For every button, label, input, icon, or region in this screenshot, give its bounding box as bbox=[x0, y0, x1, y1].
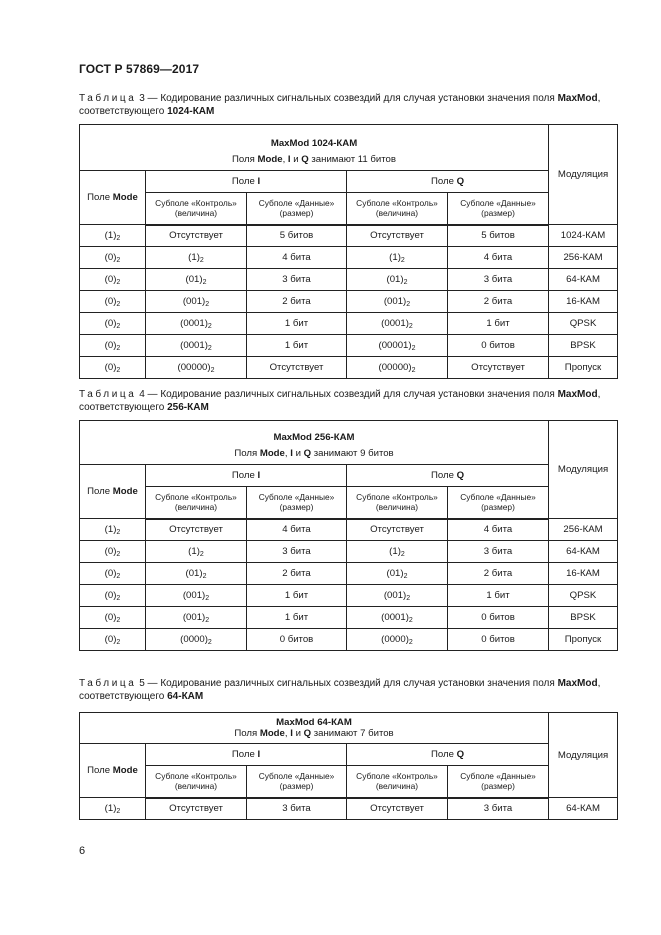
table-cell: 16-КАМ bbox=[549, 291, 618, 313]
fields-note: Поля Mode, I и Q занимают 11 битов bbox=[80, 149, 549, 171]
table-cell: QPSK bbox=[549, 585, 618, 607]
table-cell: 2 бита bbox=[448, 291, 549, 313]
table-4 bbox=[79, 420, 618, 651]
table-row bbox=[80, 247, 618, 269]
table-cell: 4 бита bbox=[247, 247, 347, 269]
table-cell: $(01)_2$ bbox=[347, 269, 448, 291]
table-title: MaxMod 64-КАМ Поля Mode, I и Q занимают 7 битов bbox=[80, 713, 549, 744]
table-label: Таблица bbox=[79, 93, 137, 104]
table-row bbox=[80, 541, 618, 563]
modulation-header: Модуляция bbox=[549, 421, 618, 519]
table-row bbox=[80, 629, 618, 651]
table-cell: $(1)_2$ bbox=[347, 541, 448, 563]
table-cell: $(0)_2$ bbox=[80, 629, 146, 651]
table-cell: 2 бита bbox=[448, 563, 549, 585]
table-cell: 0 битов bbox=[448, 629, 549, 651]
sub-data-header: Субполе «Данные» (размер) bbox=[448, 487, 549, 519]
table-cell: $(0001)_2$ bbox=[347, 607, 448, 629]
table-cell: $(0)_2$ bbox=[80, 269, 146, 291]
fields-note: Поля Mode, I и Q занимают 7 битов bbox=[234, 728, 394, 739]
table-cell: 256-КАМ bbox=[549, 247, 618, 269]
table-cell: Отсутствует bbox=[347, 519, 448, 541]
table-cell: Отсутствует bbox=[347, 225, 448, 247]
table-cell: 2 бита bbox=[247, 291, 347, 313]
table-cell: 64-КАМ bbox=[549, 798, 618, 820]
table-cell: Отсутствует bbox=[347, 798, 448, 820]
table-cell: Отсутствует bbox=[247, 357, 347, 379]
page-number: 6 bbox=[79, 845, 86, 857]
table-cell: $(0)_2$ bbox=[80, 607, 146, 629]
table-cell: $(0000)_2$ bbox=[146, 629, 247, 651]
sub-data-header: Субполе «Данные» (размер) bbox=[448, 766, 549, 798]
table-cell: 3 бита bbox=[448, 269, 549, 291]
table-cell: $(1)_2$ bbox=[347, 247, 448, 269]
table-cell: $(001)_2$ bbox=[146, 585, 247, 607]
table-number: 4 bbox=[139, 389, 145, 400]
table-cell: 1 бит bbox=[448, 313, 549, 335]
table-cell: 1 бит bbox=[247, 335, 347, 357]
table-cell: 256-КАМ bbox=[549, 519, 618, 541]
table-cell: 3 бита bbox=[247, 798, 347, 820]
field-q-header: Поле Q bbox=[347, 744, 549, 766]
table-cell: $(0001)_2$ bbox=[146, 335, 247, 357]
modulation-header: Модуляция bbox=[549, 125, 618, 225]
sub-control-header: Субполе «Контроль» (величина) bbox=[146, 487, 247, 519]
table-cell: $(001)_2$ bbox=[347, 291, 448, 313]
table-number: 3 bbox=[139, 93, 145, 104]
table-row bbox=[80, 563, 618, 585]
table-cell: 1 бит bbox=[247, 313, 347, 335]
table-cell: Отсутствует bbox=[448, 357, 549, 379]
table-row bbox=[80, 291, 618, 313]
table-cell: $(00000)_2$ bbox=[146, 357, 247, 379]
field-i-header: Поле I bbox=[146, 465, 347, 487]
table-cell: $(001)_2$ bbox=[146, 607, 247, 629]
table-cell: $(1)_2$ bbox=[80, 225, 146, 247]
mode-field-header: Поле Mode bbox=[80, 744, 146, 798]
table-cell: 0 битов bbox=[448, 335, 549, 357]
table-title: MaxMod 1024-КАМ bbox=[80, 125, 549, 149]
table-cell: $(0)_2$ bbox=[80, 563, 146, 585]
sub-data-header: Субполе «Данные» (размер) bbox=[448, 193, 549, 225]
sub-data-header: Субполе «Данные» (размер) bbox=[247, 487, 347, 519]
table-cell: QPSK bbox=[549, 313, 618, 335]
table-cell: $(0)_2$ bbox=[80, 357, 146, 379]
table-cell: 3 бита bbox=[448, 798, 549, 820]
table-cell: Отсутствует bbox=[146, 225, 247, 247]
table-cell: 1 бит bbox=[247, 607, 347, 629]
sub-data-header: Субполе «Данные» (размер) bbox=[247, 193, 347, 225]
caption-text: — Кодирование различных сигнальных созвездий для случая установки значения поля MaxMod, соответствующего 64-КАМ bbox=[79, 678, 601, 702]
table-cell: $(0)_2$ bbox=[80, 335, 146, 357]
fields-note: Поля Mode, I и Q занимают 9 битов bbox=[80, 443, 549, 465]
table-cell: Пропуск bbox=[549, 357, 618, 379]
table-cell: BPSK bbox=[549, 607, 618, 629]
table-cell: Пропуск bbox=[549, 629, 618, 651]
table-cell: 4 бита bbox=[448, 519, 549, 541]
table-cell: $(0)_2$ bbox=[80, 291, 146, 313]
table-cell: $(1)_2$ bbox=[80, 798, 146, 820]
table-3 bbox=[79, 124, 618, 379]
sub-control-header: Субполе «Контроль» (величина) bbox=[347, 193, 448, 225]
table-row bbox=[80, 313, 618, 335]
table-caption bbox=[79, 677, 617, 703]
table-cell: $(01)_2$ bbox=[146, 563, 247, 585]
sub-data-header: Субполе «Данные» (размер) bbox=[247, 766, 347, 798]
table-cell: Отсутствует bbox=[146, 798, 247, 820]
table-number: 5 bbox=[139, 678, 145, 689]
table-label: Таблица bbox=[79, 389, 137, 400]
table-cell: $(001)_2$ bbox=[347, 585, 448, 607]
mode-field-header: Поле Mode bbox=[80, 171, 146, 225]
table-cell: $(1)_2$ bbox=[146, 247, 247, 269]
table-cell: $(1)_2$ bbox=[146, 541, 247, 563]
table-label: Таблица bbox=[79, 678, 137, 689]
table-cell: 0 битов bbox=[247, 629, 347, 651]
sub-control-header: Субполе «Контроль» (величина) bbox=[347, 487, 448, 519]
table-cell: 4 бита bbox=[448, 247, 549, 269]
table-cell: 3 бита bbox=[247, 269, 347, 291]
table-cell: $(0001)_2$ bbox=[347, 313, 448, 335]
table-cell: 1 бит bbox=[247, 585, 347, 607]
table-row bbox=[80, 269, 618, 291]
table-row bbox=[80, 335, 618, 357]
table-row bbox=[80, 607, 618, 629]
sub-control-header: Субполе «Контроль» (величина) bbox=[347, 766, 448, 798]
table-cell: $(0)_2$ bbox=[80, 247, 146, 269]
table-cell: $(01)_2$ bbox=[146, 269, 247, 291]
table-cell: $(0000)_2$ bbox=[347, 629, 448, 651]
table-cell: $(1)_2$ bbox=[80, 519, 146, 541]
table-row bbox=[80, 519, 618, 541]
table-title: MaxMod 256-КАМ bbox=[80, 421, 549, 443]
table-cell: 2 бита bbox=[247, 563, 347, 585]
table-cell: 64-КАМ bbox=[549, 269, 618, 291]
table-cell: BPSK bbox=[549, 335, 618, 357]
table-cell: $(0001)_2$ bbox=[146, 313, 247, 335]
table-cell: 16-КАМ bbox=[549, 563, 618, 585]
table-cell: 64-КАМ bbox=[549, 541, 618, 563]
table-row bbox=[80, 357, 618, 379]
sub-control-header: Субполе «Контроль» (величина) bbox=[146, 193, 247, 225]
table-cell: $(0)_2$ bbox=[80, 313, 146, 335]
table-caption bbox=[79, 92, 617, 118]
field-i-header: Поле I bbox=[146, 171, 347, 193]
modulation-header: Модуляция bbox=[549, 713, 618, 798]
field-i-header: Поле I bbox=[146, 744, 347, 766]
table-caption bbox=[79, 388, 617, 414]
table-row bbox=[80, 585, 618, 607]
table-cell: $(01)_2$ bbox=[347, 563, 448, 585]
table-cell: Отсутствует bbox=[146, 519, 247, 541]
table-cell: $(00001)_2$ bbox=[347, 335, 448, 357]
table-cell: 0 битов bbox=[448, 607, 549, 629]
table-cell: 4 бита bbox=[247, 519, 347, 541]
table-cell: $(00000)_2$ bbox=[347, 357, 448, 379]
mode-field-header: Поле Mode bbox=[80, 465, 146, 519]
table-cell: $(0)_2$ bbox=[80, 585, 146, 607]
caption-text: — Кодирование различных сигнальных созвездий для случая установки значения поля MaxMod, соответствующего 1024-КАМ bbox=[79, 93, 601, 117]
table-cell: 5 битов bbox=[247, 225, 347, 247]
table-cell: $(0)_2$ bbox=[80, 541, 146, 563]
table-cell: $(001)_2$ bbox=[146, 291, 247, 313]
table-5 bbox=[79, 712, 618, 820]
table-cell: 1024-КАМ bbox=[549, 225, 618, 247]
field-q-header: Поле Q bbox=[347, 465, 549, 487]
caption-text: — Кодирование различных сигнальных созвездий для случая установки значения поля MaxMod, соответствующего 256-КАМ bbox=[79, 389, 601, 413]
document-id: ГОСТ Р 57869—2017 bbox=[79, 62, 200, 76]
table-cell: 3 бита bbox=[247, 541, 347, 563]
table-cell: 5 битов bbox=[448, 225, 549, 247]
table-row bbox=[80, 798, 618, 820]
table-row bbox=[80, 225, 618, 247]
field-q-header: Поле Q bbox=[347, 171, 549, 193]
table-cell: 3 бита bbox=[448, 541, 549, 563]
table-cell: 1 бит bbox=[448, 585, 549, 607]
sub-control-header: Субполе «Контроль» (величина) bbox=[146, 766, 247, 798]
